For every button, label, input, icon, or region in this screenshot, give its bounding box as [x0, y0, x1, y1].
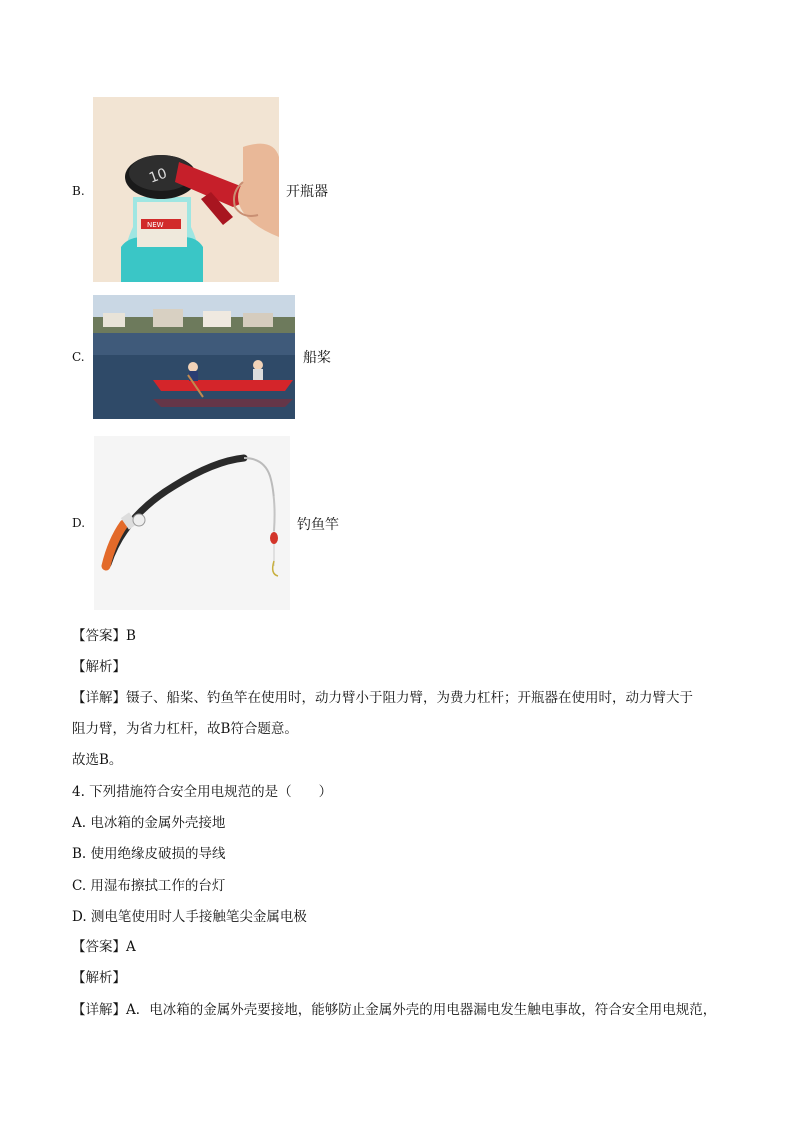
bottle-cap-number: 10: [146, 165, 170, 187]
option-c-label: C.: [72, 350, 85, 364]
q4-option-c: C. 用湿布擦拭工作的台灯: [72, 878, 226, 894]
option-d-caption: 钓鱼竿: [297, 517, 339, 533]
q4-option-a: A. 电冰箱的金属外壳接地: [72, 815, 226, 831]
q4-detail-line-1: 【详解】A．电冰箱的金属外壳要接地，能够防止金属外壳的用电器漏电发生触电事故，符合安全用电规范，: [72, 1002, 717, 1018]
option-b-label: B.: [72, 184, 85, 198]
q3-conclusion: 故选B。: [72, 752, 123, 768]
fishing-rod-illustration: [94, 436, 290, 610]
option-b-caption: 开瓶器: [286, 184, 328, 200]
q4-answer: 【答案】A: [72, 939, 136, 955]
q4-option-d: D. 测电笔使用时人手接触笔尖金属电极: [72, 909, 307, 925]
q4-analysis-heading: 【解析】: [72, 970, 126, 986]
bottle-opener-photo: [93, 97, 279, 282]
q3-analysis-heading: 【解析】: [72, 659, 126, 675]
q3-detail-line-2: 阻力臂，为省力杠杆，故B符合题意。: [72, 721, 298, 737]
bottle-label-new: NEW: [147, 221, 164, 229]
q4-option-b: B. 使用绝缘皮破损的导线: [72, 846, 226, 862]
q3-detail-line-1: 【详解】镊子、船桨、钓鱼竿在使用时，动力臂小于阻力臂，为费力杠杆；开瓶器在使用时，动力臂大于: [72, 690, 693, 706]
canoe-paddle-photo: [93, 295, 295, 419]
q3-answer: 【答案】B: [72, 628, 136, 644]
option-d-label: D.: [72, 516, 86, 530]
option-c-caption: 船桨: [303, 350, 331, 366]
q4-question: 4. 下列措施符合安全用电规范的是（ ）: [72, 784, 333, 800]
